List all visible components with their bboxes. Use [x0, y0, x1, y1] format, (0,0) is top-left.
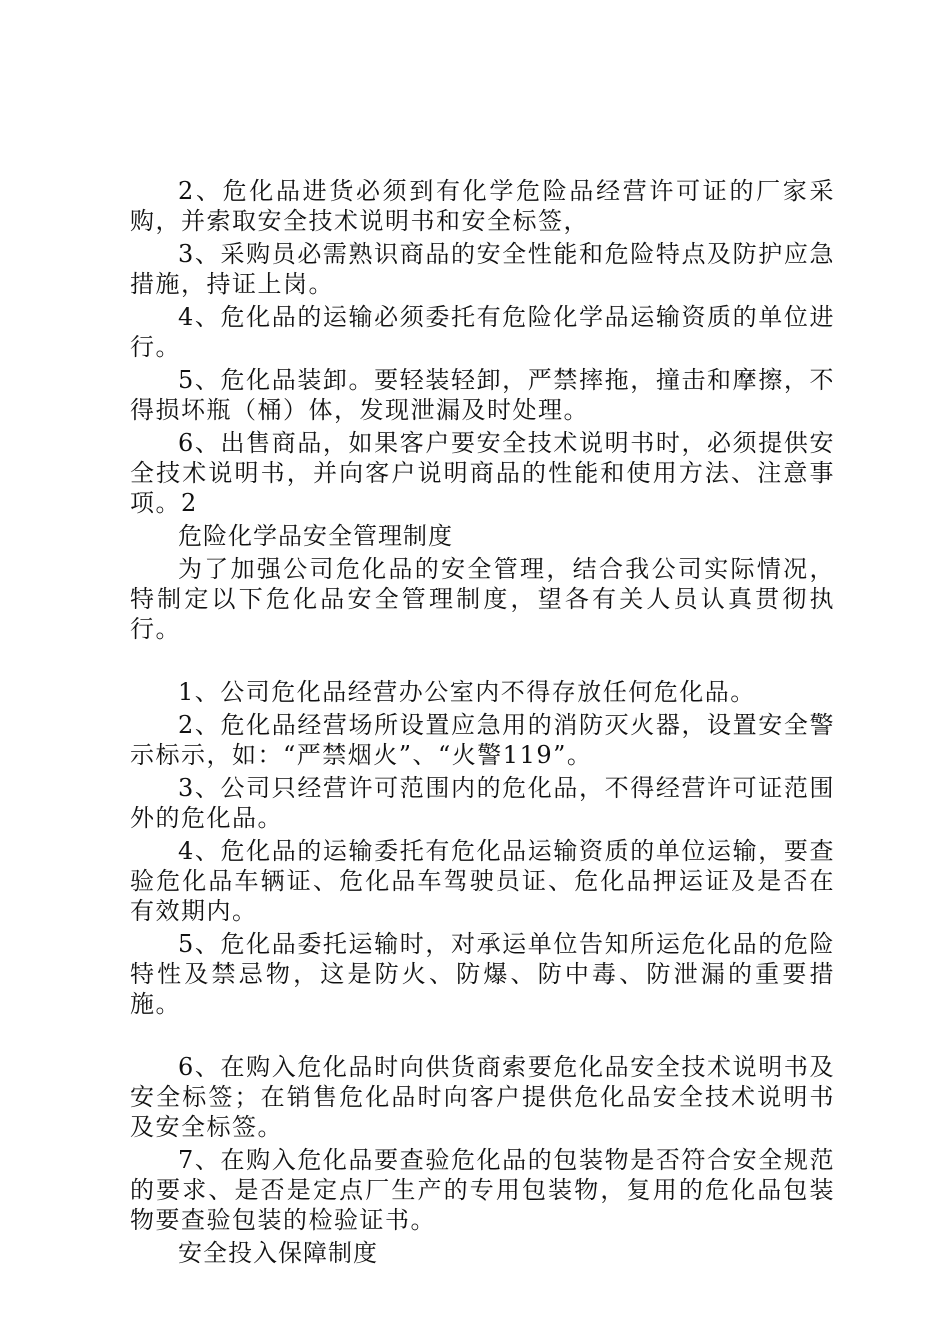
rule-item-7: 7、在购入危化品要查验危化品的包装物是否符合安全规范的要求、是否是定点厂生产的专用包装物，复用的危化品包装物要查验包装的检验证书。: [130, 1146, 835, 1234]
paragraph-item-4: 4、危化品的运输必须委托有危险化学品运输资质的单位进行。: [130, 303, 835, 361]
blank-line: [130, 1022, 835, 1052]
rule-item-6: 6、在购入危化品时向供货商索要危化品安全技术说明书及安全标签；在销售危化品时向客户提供危化品安全技术说明书及安全标签。: [130, 1053, 835, 1141]
section-title-safety-investment: 安全投入保障制度: [178, 1239, 378, 1267]
blank-line: [130, 647, 835, 677]
section-title-hazardous-chemicals: 危险化学品安全管理制度: [178, 522, 453, 550]
paragraph-item-5: 5、危化品装卸。要轻装轻卸，严禁摔拖，撞击和摩擦，不得损坏瓶（桶）体，发现泄漏及时处理。: [130, 366, 835, 424]
paragraph-item-6: 6、出售商品，如果客户要安全技术说明书时，必须提供安全技术说明书，并向客户说明商品的性能和使用方法、注意事项。2: [130, 429, 835, 517]
rule-item-2: 2、危化品经营场所设置应急用的消防灭火器，设置安全警示标示，如：“严禁烟火”、“火警119”。: [130, 711, 835, 769]
section-intro: 为了加强公司危化品的安全管理，结合我公司实际情况，特制定以下危化品安全管理制度，望各有关人员认真贯彻执行。: [130, 555, 835, 643]
rule-item-1: 1、公司危化品经营办公室内不得存放任何危化品。: [178, 678, 756, 706]
paragraph-item-2: 2、危化品进货必须到有化学危险品经营许可证的厂家采购，并索取安全技术说明书和安全标签，: [130, 177, 835, 235]
rule-item-5: 5、危化品委托运输时，对承运单位告知所运危化品的危险特性及禁忌物，这是防火、防爆、防中毒、防泄漏的重要措施。: [130, 930, 835, 1018]
document-body: [130, 176, 835, 1271]
rule-item-4: 4、危化品的运输委托有危化品运输资质的单位运输，要查验危化品车辆证、危化品车驾驶员证、危化品押运证及是否在有效期内。: [130, 837, 835, 925]
paragraph-item-3: 3、采购员必需熟识商品的安全性能和危险特点及防护应急措施，持证上岗。: [130, 240, 835, 298]
rule-item-3: 3、公司只经营许可范围内的危化品，不得经营许可证范围外的危化品。: [130, 774, 835, 832]
